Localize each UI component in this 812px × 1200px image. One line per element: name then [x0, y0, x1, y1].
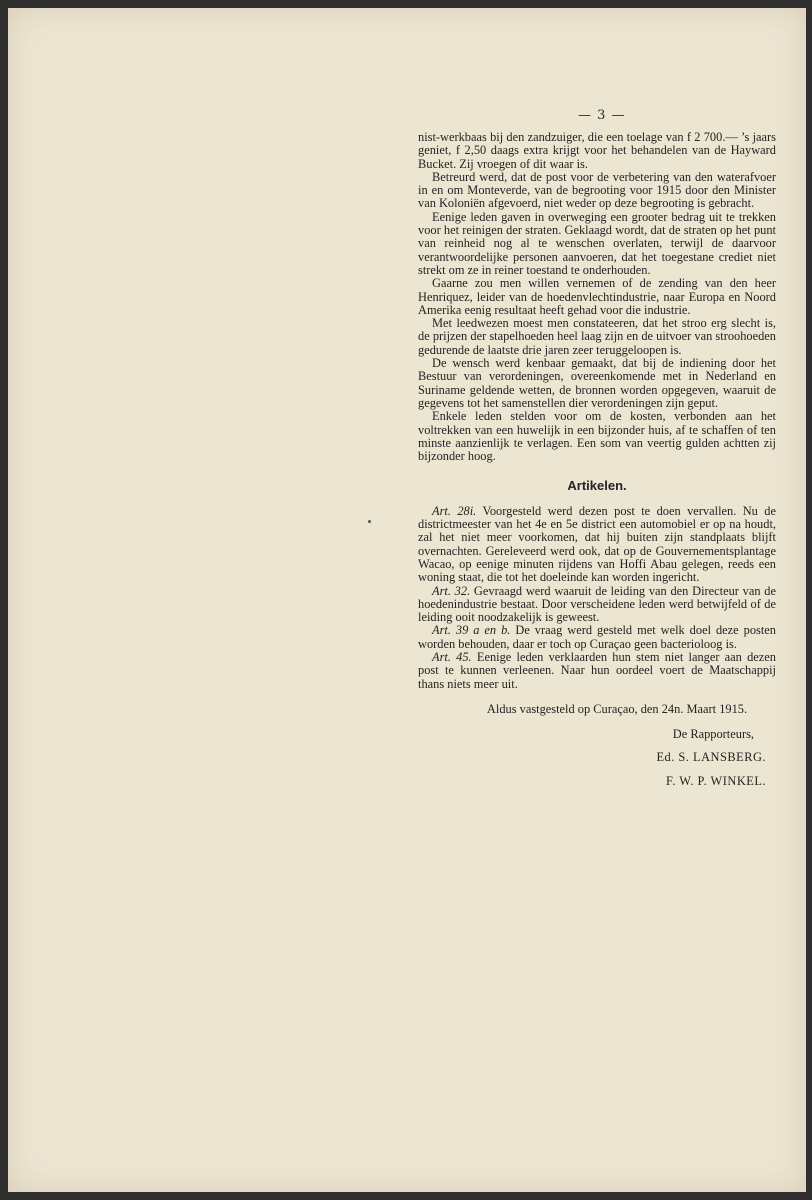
article-paragraph [418, 505, 776, 585]
article-paragraph [418, 624, 776, 651]
text-column [418, 131, 776, 788]
article-paragraph [418, 651, 776, 691]
signature: Ed. S. LANSBERG. [656, 750, 766, 765]
paragraph: Eenige leden gaven in overweging een grooter bedrag uit te trekken voor het reinigen der straten. Geklaagd wordt, dat de straten op het punt van reinheid nog al te wenschen overlaten, terwijl de daarvoor verantwoordelijke personen aanvoeren, dat het toegestane crediet niet strekt om ze in reiner toestand te onderhouden. [418, 209, 776, 277]
paragraph: Met leedwezen moest men constateeren, dat het stroo erg slecht is, de prijzen der stapelhoeden heel laag zijn en de uitvoer van stroohoeden gedurende de laatste drie jaren zeer teruggeloopen is. [418, 316, 776, 357]
article-label: Art. 32. [432, 583, 471, 598]
closing-line: Aldus vastgesteld op Curaçao, den 24n. Maart 1915. [486, 701, 748, 716]
page-number: — 3 — [578, 108, 626, 123]
paragraph: De wensch werd kenbaar gemaakt, dat bij de indiening door het Bestuur van verordeningen, overeenkomende met in Nederland en Suriname geldende wetten, de bronnen worden opgegeven, waaruit de gegevens tot het samenstellen dier verordeningen zijn geput. [418, 356, 776, 410]
paragraph: Betreurd werd, dat de post voor de verbetering van den waterafvoer in en om Monteverde, van de begrooting voor 1915 door den Minister van Koloniën afgevoerd, niet weder op deze begrooting is gebracht. [418, 169, 776, 211]
signature: F. W. P. WINKEL. [665, 773, 766, 788]
article-text: De vraag werd gesteld met welk doel deze posten worden behouden, daar er toch op Curaçao geen bacterioloog is. [418, 623, 776, 651]
rapporteurs-label: De Rapporteurs, [672, 727, 754, 742]
article-text: Voorgesteld werd dezen post te doen vervallen. Nu de districtmeester van het 4e en 5e district een automobiel er op na houdt, zal het niet meer voorkomen, dat hij buiten zijn standplaats blijft overnachten. Gereleveerd werd ook, dat op de Gouvernementsplantage Wacao, op eenige minuten rijdens van Hoffi Abau gelegen, reeds een woning staat, die tot het doeleinde kan worden ingericht. [418, 503, 776, 585]
paper-speck [368, 520, 371, 523]
article-text: Eenige leden verklaarden hun stem niet langer aan dezen post te kunnen verleenen. Naar hun oordeel voert de Maatschappij thans niets meer uit. [418, 649, 776, 691]
article-label: Art. 28i. [432, 503, 477, 518]
paragraph: Enkele leden stelden voor om de kosten, verbonden aan het voltrekken van een huwelijk in een bijzonder huis, af te schaffen of ten minste aanzienlijk te verlagen. Een som van veertig gulden achtten zij bijzonder hoog. [418, 409, 776, 464]
paragraph: nist-werkbaas bij den zandzuiger, die een toelage van f 2 700.— ’s jaars geniet, f 2,50 daags extra krijgt voor het behandelen van de Hayward Bucket. Zij vroegen of dit waar is. [418, 130, 776, 171]
articles-heading: Artikelen. [567, 478, 627, 494]
article-paragraph [418, 585, 776, 625]
article-text: Gevraagd werd waaruit de leiding van den Directeur van de hoedenindustrie bestaat. Door verscheidene leden werd betwijfeld of de leiding ooit noodzakelijk is geweest. [418, 583, 776, 625]
article-label: Art. 39 a en b. [432, 623, 511, 638]
document-page [8, 8, 806, 1192]
paragraph: Gaarne zou men willen vernemen of de zending van den heer Henriquez, leider van de hoedenvlechtindustrie, naar Europa en Noord Amerika eenig resultaat heeft gehad voor die industrie. [418, 276, 776, 317]
article-label: Art. 45. [432, 649, 472, 664]
